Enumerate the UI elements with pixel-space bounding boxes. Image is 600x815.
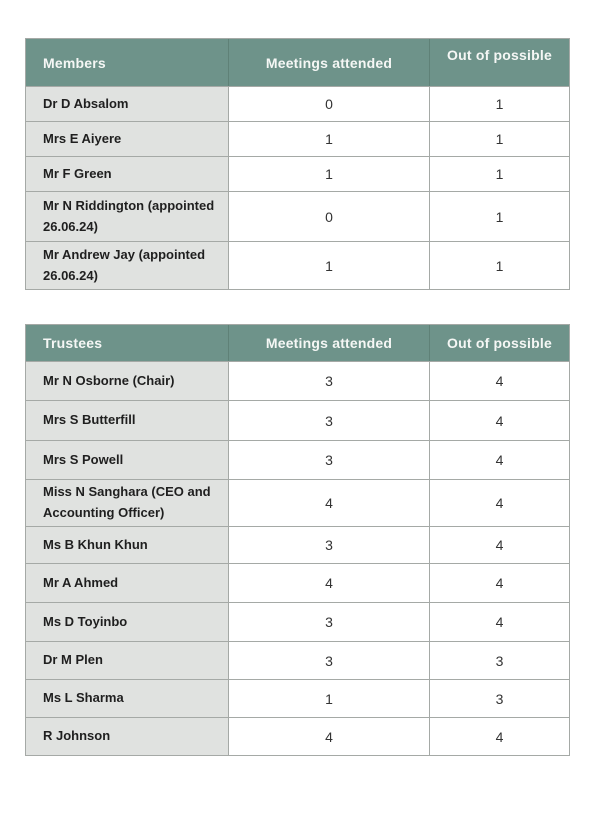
table-row [26,191,569,241]
meetings-attended-column-header: Meetings attended [229,39,430,86]
out-of-possible-cell: 1 [430,192,569,241]
members-column-header: Members [26,39,229,86]
out-of-possible-column-header: Out of possible [447,335,552,351]
members-header-row [26,39,569,86]
out-of-possible-cell: 1 [430,242,569,289]
meetings-attended-cell: 3 [229,642,430,679]
meetings-attended-cell: 3 [229,527,430,563]
member-name-cell: Mr N Riddington (appointed 26.06.24) [26,192,229,241]
out-of-possible-cell: 4 [430,441,569,479]
trustee-name-cell: Dr M Plen [26,642,229,679]
meetings-attended-cell: 1 [229,122,430,156]
trustee-name-cell: Mrs S Powell [26,441,229,479]
meetings-attended-cell: 0 [229,87,430,121]
member-name-cell: Mrs E Aiyere [26,122,229,156]
meetings-attended-cell: 4 [229,718,430,755]
out-of-possible-cell: 4 [430,362,569,400]
meetings-attended-column-header: Meetings attended [229,325,430,361]
table-row [26,156,569,191]
table-row [26,479,569,526]
out-of-possible-cell: 3 [430,680,569,717]
meetings-attended-cell: 1 [229,680,430,717]
out-of-possible-cell: 1 [430,87,569,121]
trustee-name-cell: Ms L Sharma [26,680,229,717]
trustee-name-cell: Miss N Sanghara (CEO and Accounting Officer) [26,480,229,526]
member-name-cell: Mr Andrew Jay (appointed 26.06.24) [26,242,229,289]
table-row [26,400,569,440]
meetings-attended-cell: 1 [229,242,430,289]
out-of-possible-cell: 4 [430,401,569,440]
out-of-possible-cell: 1 [430,157,569,191]
table-row [26,717,569,755]
out-of-possible-cell: 4 [430,527,569,563]
trustees-table [25,324,570,756]
trustee-name-cell: Ms D Toyinbo [26,603,229,641]
meetings-attended-cell: 0 [229,192,430,241]
members-table [25,38,570,290]
table-row [26,526,569,563]
table-row [26,602,569,641]
meetings-attended-cell: 3 [229,603,430,641]
meetings-attended-cell: 3 [229,362,430,400]
table-row [26,440,569,479]
table-row [26,361,569,400]
page [0,38,600,815]
out-of-possible-cell: 3 [430,642,569,679]
meetings-attended-cell: 3 [229,441,430,479]
table-row [26,86,569,121]
trustee-name-cell: Mr N Osborne (Chair) [26,362,229,400]
out-of-possible-cell: 4 [430,718,569,755]
member-name-cell: Mr F Green [26,157,229,191]
trustee-name-cell: Ms B Khun Khun [26,527,229,563]
trustees-header-row [26,325,569,361]
trustee-name-cell: Mr A Ahmed [26,564,229,602]
out-of-possible-cell: 1 [430,122,569,156]
meetings-attended-cell: 3 [229,401,430,440]
trustee-name-cell: Mrs S Butterfill [26,401,229,440]
table-row [26,563,569,602]
table-row [26,121,569,156]
meetings-attended-cell: 4 [229,480,430,526]
out-of-possible-column-header: Out of possible [447,47,552,63]
trustee-name-cell: R Johnson [26,718,229,755]
out-of-possible-cell: 4 [430,603,569,641]
member-name-cell: Dr D Absalom [26,87,229,121]
trustees-column-header: Trustees [26,325,229,361]
meetings-attended-cell: 1 [229,157,430,191]
table-row [26,679,569,717]
out-of-possible-cell: 4 [430,480,569,526]
table-row [26,241,569,289]
meetings-attended-cell: 4 [229,564,430,602]
table-row [26,641,569,679]
out-of-possible-cell: 4 [430,564,569,602]
